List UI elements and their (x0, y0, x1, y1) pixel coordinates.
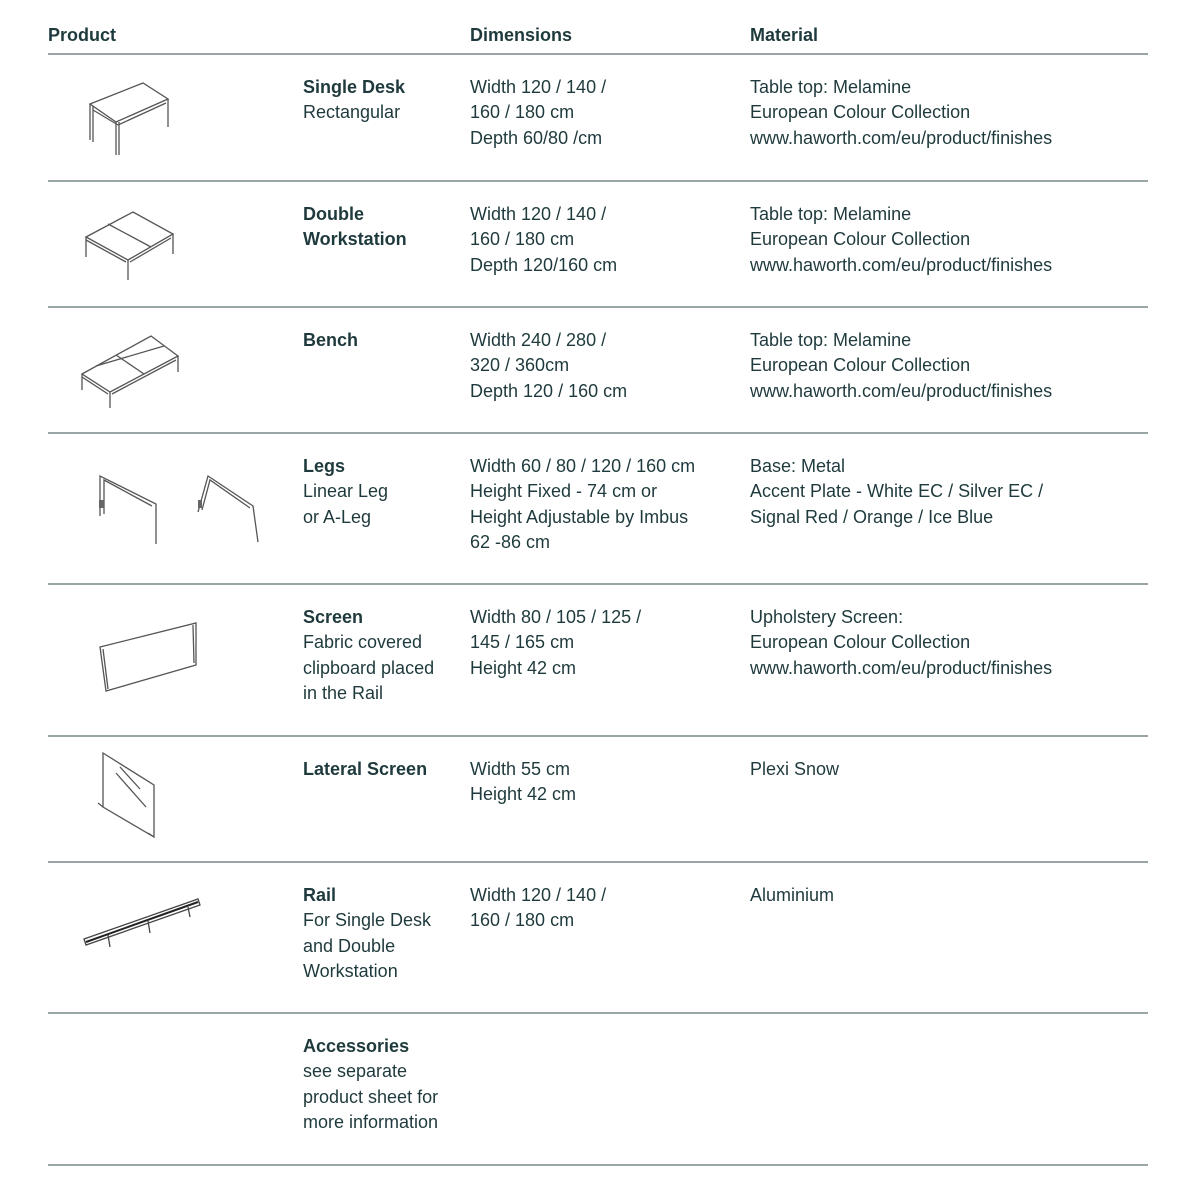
material-line: European Colour Collection (750, 102, 971, 123)
dimensions-cell (470, 883, 740, 934)
legs-icon (48, 434, 288, 583)
table-row (48, 863, 1148, 1014)
dimension-line: 320 / 360cm (470, 355, 570, 376)
product-subtitle: Rectangular (303, 102, 401, 123)
product-name-cell (303, 883, 463, 984)
material-cell (750, 605, 1148, 681)
product-name-cell (303, 202, 463, 253)
product-name-cell (303, 75, 463, 126)
material-cell (750, 75, 1148, 151)
material-link[interactable]: www.haworth.com/eu/product/finishes (750, 254, 1053, 275)
single-desk-icon (48, 55, 288, 180)
table-row (48, 737, 1148, 863)
material-cell (750, 328, 1148, 404)
dimension-line: Depth 60/80 /cm (470, 127, 603, 148)
product-title: Workstation (303, 229, 407, 250)
material-cell (750, 202, 1148, 278)
dimension-line: Width 120 / 140 / (470, 885, 607, 905)
material-line: Upholstery Screen: (750, 607, 904, 627)
material-cell (750, 757, 1148, 782)
dimension-line: Depth 120 / 160 cm (470, 380, 628, 401)
material-cell (750, 883, 1148, 908)
table-row (48, 182, 1148, 308)
product-subtitle: and Double (303, 935, 396, 956)
product-subtitle: Fabric covered (303, 632, 423, 653)
dimension-line: Width 240 / 280 / (470, 330, 607, 350)
dimensions-cell (470, 328, 740, 404)
dimension-line: 160 / 180 cm (470, 102, 575, 123)
lateral-screen-icon (48, 737, 288, 861)
dimensions-cell (470, 605, 740, 681)
header-dimensions: Dimensions (470, 25, 573, 45)
material-line: Table top: Melamine (750, 330, 912, 350)
material-link[interactable]: www.haworth.com/eu/product/finishes (750, 380, 1053, 401)
rail-icon (48, 863, 288, 1012)
material-line: European Colour Collection (750, 229, 971, 250)
product-name-cell (303, 454, 463, 530)
header-product: Product (48, 25, 117, 45)
product-name-cell (303, 757, 463, 782)
product-title: Double (303, 204, 364, 224)
material-line: Table top: Melamine (750, 77, 912, 97)
dimension-line: Depth 120/160 cm (470, 254, 618, 275)
product-subtitle: product sheet for (303, 1086, 439, 1107)
product-title: Lateral Screen (303, 759, 428, 779)
dimension-line: Width 60 / 80 / 120 / 160 cm (470, 456, 696, 476)
double-workstation-icon (48, 182, 288, 306)
material-line: Table top: Melamine (750, 204, 912, 224)
material-link[interactable]: www.haworth.com/eu/product/finishes (750, 127, 1053, 148)
table-row (48, 585, 1148, 737)
material-line: Base: Metal (750, 456, 846, 476)
dimensions-cell (470, 75, 740, 151)
dimension-line: Height Adjustable by Imbus (470, 506, 689, 527)
dimension-line: 160 / 180 cm (470, 229, 575, 250)
product-subtitle: or A-Leg (303, 506, 372, 527)
product-name-cell (303, 605, 463, 706)
product-subtitle: in the Rail (303, 682, 384, 703)
material-line: European Colour Collection (750, 355, 971, 376)
dimensions-cell (470, 757, 740, 808)
dimension-line: Width 80 / 105 / 125 / (470, 607, 642, 627)
product-name-cell (303, 1034, 463, 1135)
product-title: Legs (303, 456, 346, 476)
dimension-line: Height Fixed - 74 cm or (470, 481, 658, 502)
table-header (48, 0, 1148, 55)
product-table (48, 0, 1148, 1166)
product-title: Accessories (303, 1036, 410, 1056)
product-subtitle: For Single Desk (303, 910, 432, 931)
table-row (48, 55, 1148, 182)
product-name-cell (303, 328, 463, 353)
product-title: Rail (303, 885, 337, 905)
material-line: Aluminium (750, 885, 835, 905)
material-cell (750, 454, 1148, 530)
product-title: Screen (303, 607, 364, 627)
bench-icon (48, 308, 288, 432)
dimension-line: Width 55 cm (470, 759, 571, 779)
product-title: Single Desk (303, 77, 406, 97)
product-subtitle: Workstation (303, 960, 398, 981)
product-subtitle: clipboard placed (303, 657, 435, 678)
screen-icon (48, 585, 288, 735)
material-link[interactable]: www.haworth.com/eu/product/finishes (750, 657, 1053, 678)
product-title: Bench (303, 330, 359, 350)
dimensions-cell (470, 202, 740, 278)
product-subtitle: see separate (303, 1061, 408, 1082)
dimension-line: Height 42 cm (470, 784, 577, 805)
dimensions-cell (470, 454, 740, 555)
dimension-line: Width 120 / 140 / (470, 77, 607, 97)
dimension-line: 62 -86 cm (470, 531, 551, 552)
product-subtitle: more information (303, 1111, 439, 1132)
dimension-line: 160 / 180 cm (470, 910, 575, 931)
table-row (48, 1014, 1148, 1166)
table-row (48, 308, 1148, 434)
material-line: European Colour Collection (750, 632, 971, 653)
dimension-line: Height 42 cm (470, 657, 577, 678)
header-material: Material (750, 25, 819, 45)
dimension-line: Width 120 / 140 / (470, 204, 607, 224)
material-line: Plexi Snow (750, 759, 840, 779)
dimension-line: 145 / 165 cm (470, 632, 575, 653)
table-row (48, 434, 1148, 585)
product-subtitle: Linear Leg (303, 481, 389, 502)
material-line: Signal Red / Orange / Ice Blue (750, 506, 994, 527)
material-line: Accent Plate - White EC / Silver EC / (750, 481, 1044, 502)
